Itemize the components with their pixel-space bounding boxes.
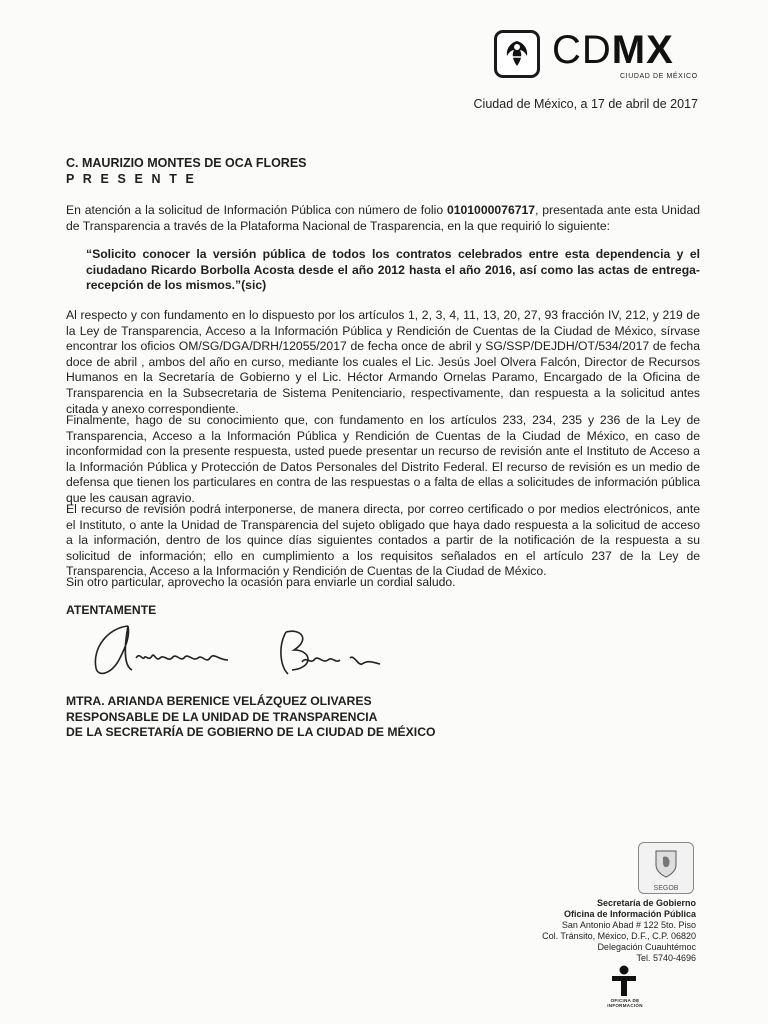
handwritten-signature <box>88 618 408 692</box>
recipient-block <box>66 155 307 187</box>
request-quote: “Solicito conocer la versión pública de todos los contratos celebrados entre esta dependencia y el ciudadano Ricardo Borbolla Acosta desde el año 2012 hasta el año 2016, así como las actas de entrega-recepción de los mismos.”(sic) <box>86 247 700 293</box>
folio-number: 0101000076717 <box>446 203 536 217</box>
footer-colonia: Col. Tránsito, México, D.F., C.P. 06820 <box>542 931 696 941</box>
shield-icon <box>639 843 693 883</box>
cdmx-logo <box>494 28 708 84</box>
footer-street: San Antonio Abad # 122 5to. Piso <box>561 920 696 930</box>
signer-block <box>66 694 435 741</box>
recipient-presente: P R E S E N T E <box>66 172 197 186</box>
logo-subtitle: CIUDAD DE MÉXICO <box>620 73 698 80</box>
footer-delegacion: Delegación Cuauhtémoc <box>597 942 696 952</box>
signer-title: RESPONSABLE DE LA UNIDAD DE TRANSPARENCIA <box>66 709 378 724</box>
paragraph-appeal-procedure: El recurso de revisión podrá interponerse, de manera directa, por correo certificado o por medios electrónicos, ante el Instituto, o ante la Unidad de Transparencia del sujeto obligado que haya dado respuesta a la solicitud de acceso a la información, dentro de los quince días siguientes contados a partir de la notificación de la respuesta a su solicitud de información; ello en cumplimiento a los requisitos señalados en el artículo 237 de la Ley de Transparencia, Acceso a la Información y Rendición de Cuentas de la Ciudad de México. <box>66 502 700 579</box>
intro-text-a: En atención a la solicitud de Información Pública con número de folio <box>66 203 447 217</box>
eagle-emblem-icon <box>494 30 540 78</box>
paragraph-farewell: Sin otro particular, aprovecho la ocasión para enviarle un cordial saludo. <box>66 575 456 589</box>
info-office-label: OFICINA DE INFORMACIÓN <box>607 998 643 1008</box>
logo-wordmark <box>552 28 674 72</box>
footer-phone: Tel. 5740-4696 <box>636 953 696 963</box>
signer-name: MTRA. ARIANDA BERENICE VELÁZQUEZ OLIVARES <box>66 694 372 708</box>
intro-text-b: , presentada ante esta Unidad de Transparencia a través de la Plataforma Nacional de Trasparencia, en la que requirió lo siguiente: <box>66 203 700 233</box>
paragraph-response: Al respecto y con fundamento en lo dispuesto por los artículos 1, 2, 3, 4, 11, 13, 20, 27, 93 fracción IV, 212, y 219 de la Ley de Transparencia, Acceso a la Información Pública y Rendición de Cuentas de la Ciudad de México, sírvase encontrar los oficios OM/SG/DGA/DRH/12055/2017 de fecha once de abril y SG/SSP/DEJDH/OT/534/2017 de fecha doce de abril , ambos del año en curso, mediante los cuales el Lic. Jesús Joel Olvera Falcón, Director de Recursos Humanos en la Secretaría de Gobierno y el Lic. Héctor Armando Ornelas Paramo, Encargado de la Oficina de Transparencia en la Subsecretaria de Sistema Penitenciario, respectivamente, dan respuesta a la solicitud antes citada y anexo correspondiente. <box>66 308 700 416</box>
logo-word-light: CD <box>552 28 612 72</box>
logo-word-bold: MX <box>611 28 674 72</box>
seal-label: SEGOB <box>653 885 679 892</box>
footer-secretaria: Secretaría de Gobierno <box>596 898 696 908</box>
segob-seal <box>638 842 694 894</box>
recipient-name: C. MAURIZIO MONTES DE OCA FLORES <box>66 156 307 170</box>
signer-department: DE LA SECRETARÍA DE GOBIERNO DE LA CIUDAD DE MÉXICO <box>66 725 436 740</box>
paragraph-intro <box>66 203 700 234</box>
paragraph-appeal: Finalmente, hago de su conocimiento que, con fundamento en los artículos 233, 234, 235 y 236 de la Ley de Transparencia, Acceso a la Información Pública y Rendición de Cuentas de la Ciudad de México, en caso de inconformidad con la presente respuesta, usted puede presentar un recurso de revisión ante el Instituto de Acceso a la Información Pública y Protección de Datos Personales del Distrito Federal. El recurso de revisión es un medio de defensa que tienen los particulares en contra de las respuestas o a falta de ellas a solicitudes de información pública que les causan agravio. <box>66 413 700 505</box>
closing-atentamente: ATENTAMENTE <box>66 603 157 617</box>
letter-date: Ciudad de México, a 17 de abril de 2017 <box>473 97 698 111</box>
footer-oficina: Oficina de Información Pública <box>563 909 696 919</box>
footer-address <box>542 898 696 964</box>
